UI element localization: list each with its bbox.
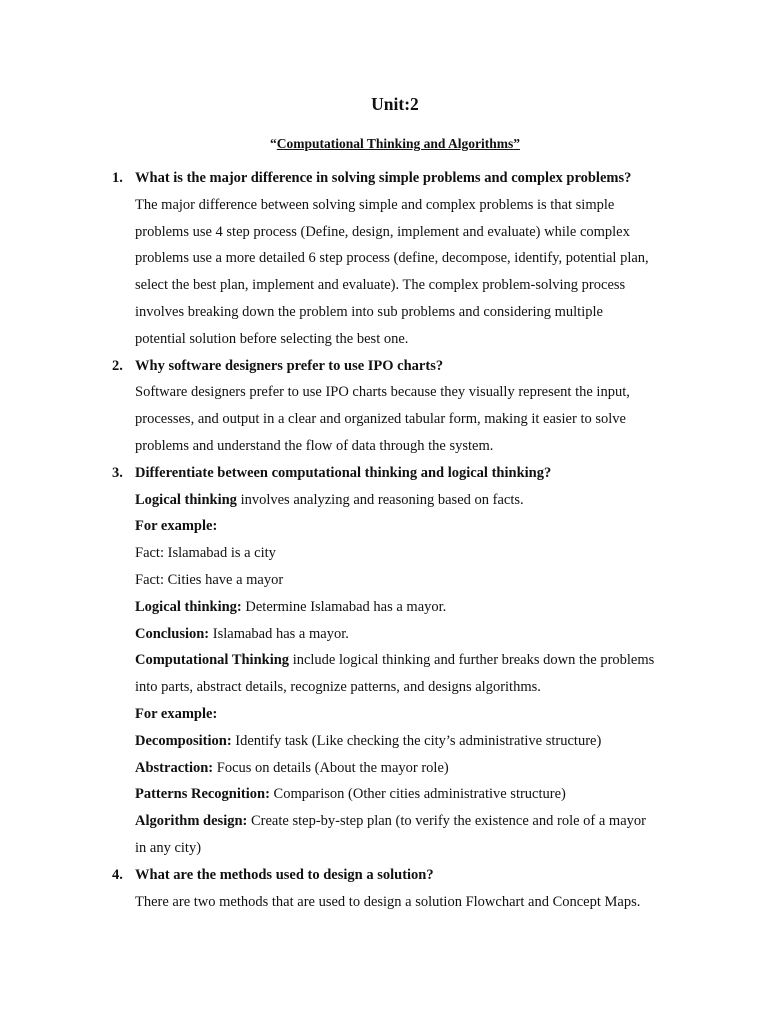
question-2-number: 2.	[112, 357, 123, 374]
abstraction	[135, 755, 680, 782]
answer-4	[0, 889, 680, 916]
logical-thinking-step-label: Logical thinking:	[135, 598, 242, 615]
answer-2-line: Software designers prefer to use IPO charts because they visually represent the input,	[135, 384, 630, 401]
example-label: For example:	[135, 518, 218, 535]
fact-1: Fact: Islamabad is a city	[135, 545, 276, 562]
conclusion-text: Islamabad has a mayor.	[209, 625, 349, 642]
answer-2-line: problems and understand the flow of data through the system.	[135, 437, 494, 454]
question-3-text: Differentiate between computational thinking and logical thinking?	[135, 464, 552, 481]
answer-4-line: There are two methods that are used to design a solution Flowchart and Concept Maps.	[135, 893, 641, 910]
question-4-text: What are the methods used to design a solution?	[135, 866, 434, 883]
page-title: Unit:2	[371, 94, 419, 114]
abstraction-label: Abstraction:	[135, 759, 214, 776]
computational-thinking-text: include logical thinking and further breaks down the problems	[289, 652, 655, 669]
logical-thinking-step-text: Determine Islamabad has a mayor.	[241, 598, 447, 615]
answer-1-line: problems use a more detailed 6 step process (define, decompose, identify, potential plan,	[135, 250, 649, 267]
question-4	[0, 862, 680, 889]
example-label: For example:	[135, 705, 218, 722]
question-1-text: What is the major difference in solving simple problems and complex problems?	[135, 170, 632, 186]
conclusion	[135, 621, 680, 648]
decomposition-label: Decomposition:	[135, 732, 232, 749]
question-3	[0, 460, 680, 487]
computational-thinking-label: Computational Thinking	[135, 652, 290, 669]
answer-1-line: involves breaking down the problem into sub problems and considering multiple	[135, 303, 603, 320]
answer-1-line: potential solution before selecting the best one.	[135, 330, 409, 347]
logical-thinking-text: involves analyzing and reasoning based on facts.	[236, 491, 524, 508]
decomposition	[135, 728, 680, 755]
answer-1-line: problems use 4 step process (Define, design, implement and evaluate) while complex	[135, 223, 630, 240]
computational-thinking-text-continued: into parts, abstract details, recognize patterns, and designs algorithms.	[135, 679, 541, 696]
patterns-recognition-label: Patterns Recognition:	[135, 786, 270, 803]
algorithm-design-label: Algorithm design:	[135, 813, 248, 830]
subtitle-text: Computational Thinking and Algorithms	[276, 136, 514, 151]
logical-thinking-label: Logical thinking	[135, 491, 237, 508]
answer-1-line: The major difference between solving simple and complex problems is that simple	[135, 196, 615, 213]
algorithm-design-text-continued: in any city)	[135, 839, 202, 856]
subtitle-close-quote: ”	[513, 136, 520, 151]
algorithm-design-text: Create step-by-step plan (to verify the existence and role of a mayor	[247, 813, 646, 830]
question-4-number: 4.	[112, 866, 123, 883]
question-1-number: 1.	[112, 170, 123, 186]
fact-2: Fact: Cities have a mayor	[135, 571, 284, 588]
logical-thinking-definition	[135, 487, 680, 514]
answer-2	[0, 379, 680, 459]
answer-2-line: processes, and output in a clear and organized tabular form, making it easier to solve	[135, 411, 626, 428]
document-body	[0, 165, 768, 915]
abstraction-text: Focus on details (About the mayor role)	[213, 759, 449, 776]
decomposition-text: Identify task (Like checking the city’s administrative structure)	[231, 732, 602, 749]
answer-1	[0, 192, 680, 353]
algorithm-design	[135, 808, 680, 835]
question-2-text: Why software designers prefer to use IPO charts?	[135, 357, 444, 374]
answer-3	[0, 487, 680, 862]
computational-thinking-definition	[135, 647, 680, 674]
patterns-recognition-text: Comparison (Other cities administrative structure)	[269, 786, 566, 803]
patterns-recognition	[135, 781, 680, 808]
page-subtitle	[0, 134, 768, 154]
subtitle-open-quote: “	[270, 136, 277, 151]
question-1	[0, 165, 680, 192]
conclusion-label: Conclusion:	[135, 625, 210, 642]
question-2	[0, 353, 680, 380]
answer-1-line: select the best plan, implement and evaluate). The complex problem-solving process	[135, 277, 626, 294]
question-3-number: 3.	[112, 464, 123, 481]
logical-thinking-step	[135, 594, 680, 621]
